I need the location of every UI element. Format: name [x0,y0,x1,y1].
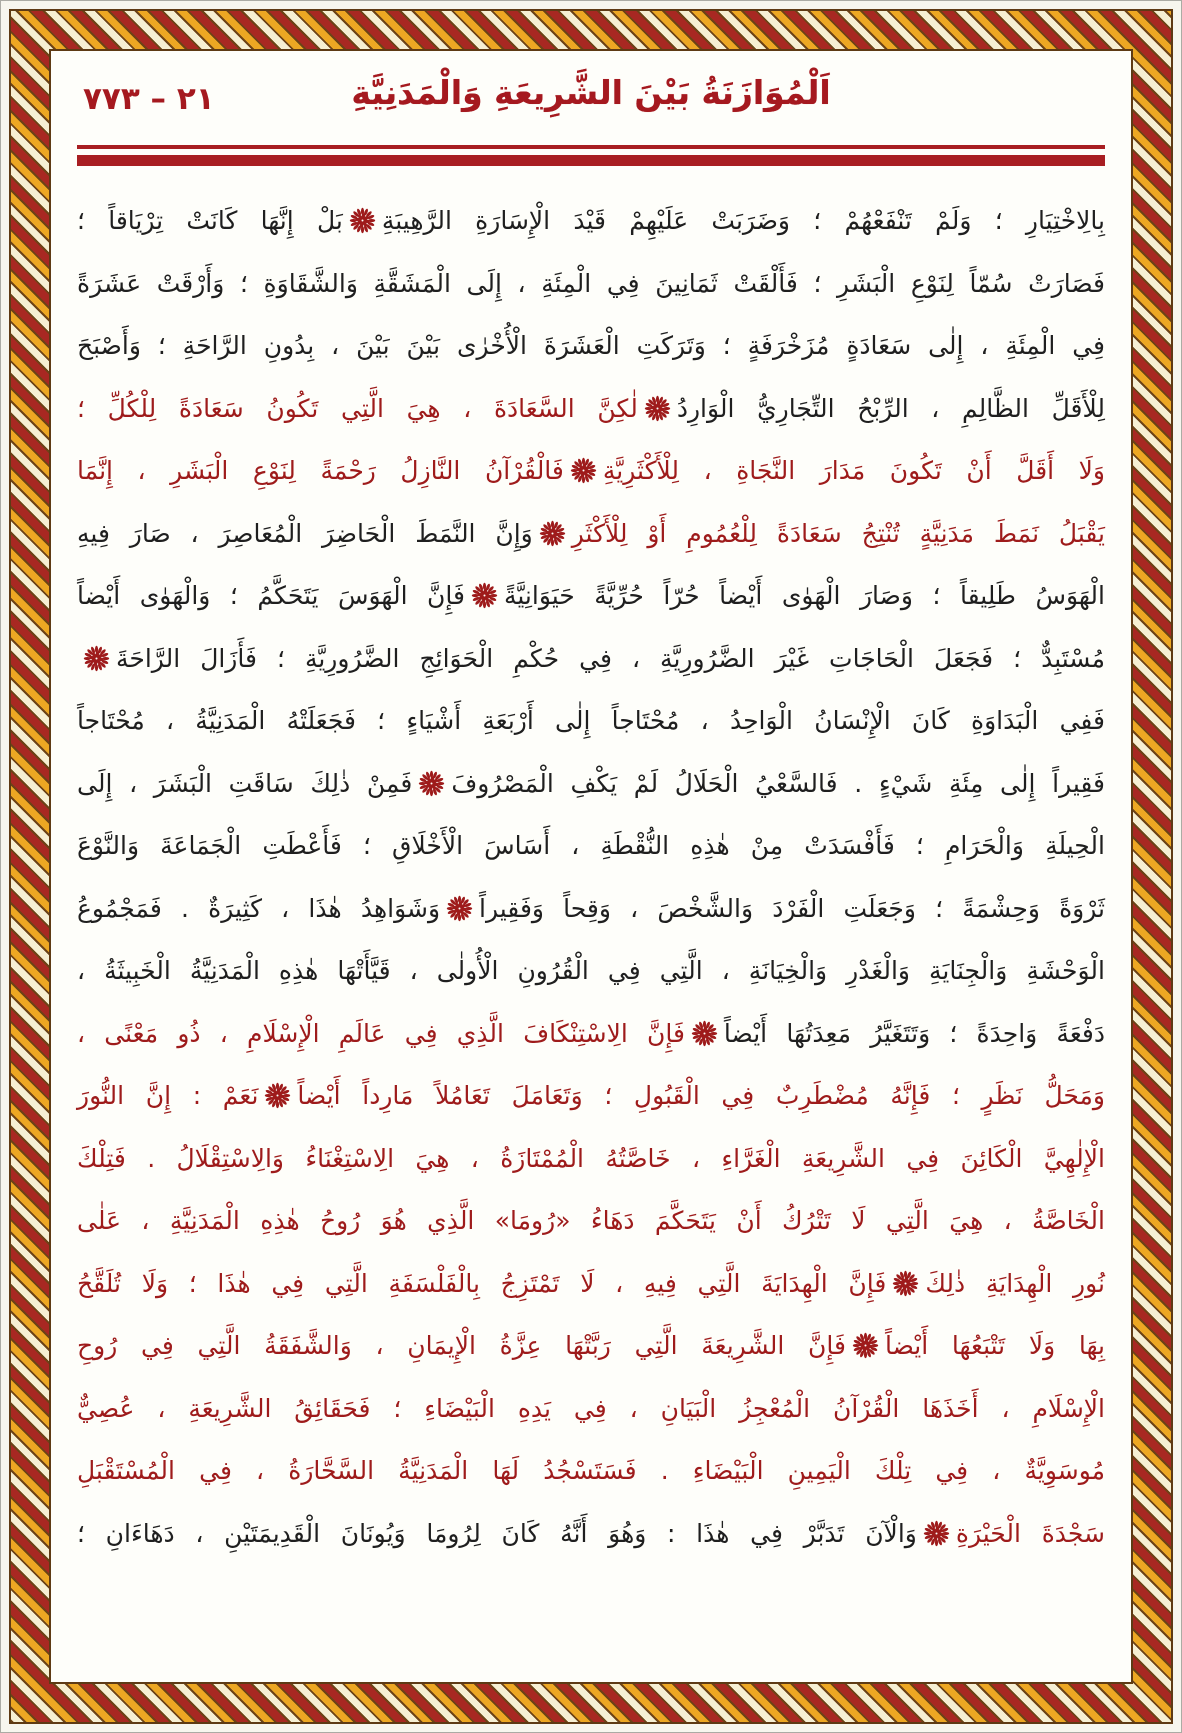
ornamental-chain-border [9,9,1173,1724]
text-line [77,878,1105,941]
rosette-icon [852,1332,879,1359]
text-segment: لِلْأَقَلِّ الظَّالِمِ ، الرِّبْحُ التِّجَارِيُّ الْوَارِدُ [676,393,1105,423]
text-line [77,1253,1105,1316]
page-number: ٢١ – ٧٧٣ [83,81,215,117]
book-page [49,49,1133,1684]
text-segment: فَقِيراً إِلٰى مِئَةِ شَيْءٍ . فَالسَّعْيُ الْحَلَالُ لَمْ يَكْفِ الْمَصْرُوفَ [451,768,1106,798]
text-line [77,315,1105,378]
text-line [77,1378,1105,1441]
rosette-icon [691,1020,718,1047]
text-line [77,190,1105,253]
body-text [77,190,1105,1565]
page-title: اَلْمُوَازَنَةُ بَيْنَ الشَّرِيعَةِ وَالْمَدَنِيَّةِ [351,73,831,112]
text-segment: نُورِ الْهِدَايَةِ ذٰلِكَ [925,1268,1105,1298]
text-segment: لٰكِنَّ السَّعَادَةَ ، هِيَ الَّتِي تَكُونُ سَعَادَةً لِلْكُلِّ ؛ [77,393,638,423]
text-segment: الْخَاصَّةُ ، هِيَ الَّتِي لَا تَتْرُكُ أَنْ يَتَحَكَّمَ دَهَاءُ «رُومَا» الَّذِي هُوَ رُوحُ هٰذِهِ الْمَدَنِيَّةِ ، عَلٰى [77,1206,1105,1235]
text-segment: وَشَوَاهِدُ هٰذَا ، كَثِيرَةٌ . فَمَجْمُوعُ [77,893,441,923]
text-segment: بَلْ إِنَّهَا كَانَتْ تِرْيَاقاً ؛ [77,206,343,235]
rosette-icon [349,207,376,234]
text-line [77,940,1105,1003]
text-segment: مُسْتَبِدٌّ ؛ فَجَعَلَ الْحَاجَاتِ غَيْرَ الضَّرُورِيَّةِ ، فِي حُكْمِ الْحَوَائِجِ الضَّرُورِيَّةِ ؛ فَأَزَالَ الرَّاحَةَ [116,643,1105,673]
text-segment: الْإِسْلَامِ ، أَخَذَهَا الْقُرْآنُ الْمُعْجِزُ الْبَيَانِ ، فِي يَدِهِ الْبَيْضَاءِ ؛ فَحَقَائِقُ الشَّرِيعَةِ ، عُصِيٌّ [77,1393,1105,1423]
text-segment: وَإِنَّ النَّمَطَ الْحَاضِرَ الْمُعَاصِرَ ، صَارَ فِيهِ [77,518,533,548]
text-line [77,753,1105,816]
rosette-icon [570,457,597,484]
text-line [77,628,1105,691]
text-line [77,440,1105,503]
text-segment: فَإِنَّ الِاسْتِنْكَافَ الَّذِي فِي عَالَمِ الْإِسْلَامِ ، ذُو مَعْنًى ، [77,1018,685,1048]
text-segment: الْوَحْشَةِ وَالْجِنَايَةِ وَالْغَدْرِ وَالْخِيَانَةِ ، الَّتِي فِي الْقُرُونِ الْأُولٰى ، قَيَّأَتْهَا هٰذِهِ الْمَدَنِيَّةُ الْخَبِيثَةُ ، [77,956,1105,985]
text-segment: وَمَحَلُّ نَظَرٍ ؛ فَإِنَّهُ مُضْطَرِبٌ فِي الْقَبُولِ ؛ وَتَعَامَلَ تَعَامُلاً مَارِداً أَيْضاً [297,1081,1105,1110]
text-segment: فَصَارَتْ سُمّاً لِنَوْعِ الْبَشَرِ ؛ فَأَلْقَتْ ثَمَانِينَ فِي الْمِئَةِ ، إِلَى الْمَشَقَّةِ وَالشَّقَاوَةِ ؛ وَأَرْقَتْ عَشَرَةً [77,268,1105,298]
rosette-icon [923,1520,950,1547]
text-line [77,1440,1105,1503]
text-segment: الْحِيلَةِ وَالْحَرَامِ ؛ فَأَفْسَدَتْ مِنْ هٰذِهِ النُّقْطَةِ ، أَسَاسَ الْأَخْلَاقِ ؛ فَأَعْطَتِ الْجَمَاعَةَ وَالنَّوْعَ [77,831,1105,860]
text-segment: فَإِنَّ الْهَوَسَ يَتَحَكَّمُ ؛ وَالْهَوٰى أَيْضاً [77,581,465,610]
text-line [77,378,1105,441]
text-line [77,690,1105,753]
text-segment: الْإِلٰهِيَّ الْكَائِنَ فِي الشَّرِيعَةِ الْغَرَّاءِ ، خَاصَّتُهُ الْمُمْتَازَةُ ، هِيَ الِاسْتِغْنَاءُ وَالِاسْتِقْلَالُ . فَتِلْكَ [77,1143,1105,1173]
text-line [77,503,1105,566]
text-line [77,1503,1105,1566]
rosette-icon [418,770,445,797]
text-segment: فِي الْمِئَةِ ، إِلٰى سَعَادَةٍ مُزَخْرَفَةٍ ؛ وَتَرَكَتِ الْعَشَرَةَ الْأُخْرٰى بَيْنَ بَيْنَ ، بِدُونِ الرَّاحَةِ ؛ وَأَصْبَحَ [77,331,1105,360]
rosette-icon [644,395,671,422]
page-header [77,71,1105,135]
header-divider-thick [77,155,1105,166]
rosette-icon [539,520,566,547]
rosette-icon [892,1270,919,1297]
text-segment: وَلَا أَقَلَّ أَنْ تَكُونَ مَدَارَ النَّجَاةِ ، لِلْأَكْثَرِيَّةِ [602,456,1105,485]
rosette-icon [471,582,498,609]
text-segment: بِهَا وَلَا تَتْبَعُهَا أَيْضاً [884,1331,1105,1360]
text-segment: بِالِاخْتِيَارِ ؛ وَلَمْ تَنْفَعْهُمْ ؛ وَضَرَبَتْ عَلَيْهِمْ قَيْدَ الْإِسَارَةِ الرَّهِيبَةِ [381,206,1105,235]
header-divider-thin [77,145,1105,149]
text-segment: الْهَوَسُ طَلِيقاً ؛ وَصَارَ الْهَوٰى أَيْضاً حُرّاً حُرِّيَّةً حَيَوَانِيَّةً [503,581,1105,610]
text-segment: مُوسَوِيَّةٌ ، فِي تِلْكَ الْيَمِينِ الْبَيْضَاءِ . فَسَتَسْجُدُ لَهَا الْمَدَنِيَّةُ السَّحَّارَةُ ، فِي الْمُسْتَقْبَلِ [77,1456,1105,1485]
text-segment: فَإِنَّ الشَّرِيعَةَ الَّتِي رَبَّتْهَا عِزَّةُ الْإِيمَانِ ، وَالشَّفَقَةُ الَّتِي فِي رُوحِ [77,1331,846,1360]
text-segment: فَمِنْ ذٰلِكَ سَاقَتِ الْبَشَرَ ، إِلَى [77,768,413,798]
rosette-icon [446,895,473,922]
text-segment: يَقْبَلُ نَمَطَ مَدَنِيَّةٍ تُنْتِجُ سَعَادَةً لِلْعُمُومِ أَوْ لِلْأَكْثَرِ [571,518,1105,548]
rosette-icon [83,645,110,672]
text-segment: نَعَمْ : إِنَّ النُّورَ [77,1081,259,1110]
text-segment: دَفْعَةً وَاحِدَةً ؛ وَتَتَغَيَّرُ مَعِدَتُهَا أَيْضاً [723,1018,1105,1048]
text-line [77,1003,1105,1066]
text-line [77,1190,1105,1253]
text-segment: وَالْآنَ تَدَبَّرْ فِي هٰذَا : وَهُوَ أَنَّهُ كَانَ لِرُومَا وَيُونَانَ الْقَدِيمَتَيْنِ ، دَهَاءَانِ ؛ [77,1518,917,1548]
text-segment: سَجْدَةَ الْحَيْرَةِ [955,1518,1106,1548]
rosette-icon [264,1082,291,1109]
text-segment: فَإِنَّ الْهِدَايَةَ الَّتِي فِيهِ ، لَا تَمْتَزِجُ بِالْفَلْسَفَةِ الَّتِي فِي هٰذَا ؛ وَلَا تُلَقَّحُ [77,1268,887,1298]
text-segment: فَالْقُرْآنُ النَّازِلُ رَحْمَةً لِنَوْعِ الْبَشَرِ ، إِنَّمَا [77,456,564,485]
text-line [77,1128,1105,1191]
text-line [77,565,1105,628]
text-segment: ثَرْوَةً وَحِشْمَةً ؛ وَجَعَلَتِ الْفَرْدَ وَالشَّخْصَ ، وَقِحاً وَفَقِيراً [479,893,1105,923]
text-line [77,253,1105,316]
text-line [77,1065,1105,1128]
text-segment: فَفِي الْبَدَاوَةِ كَانَ الْإِنْسَانُ الْوَاحِدُ ، مُحْتَاجاً إِلٰى أَرْبَعَةِ أَشْيَاءٍ ؛ فَجَعَلَتْهُ الْمَدَنِيَّةُ ، مُحْتَاجاً [77,706,1105,735]
text-line [77,1315,1105,1378]
text-line [77,815,1105,878]
